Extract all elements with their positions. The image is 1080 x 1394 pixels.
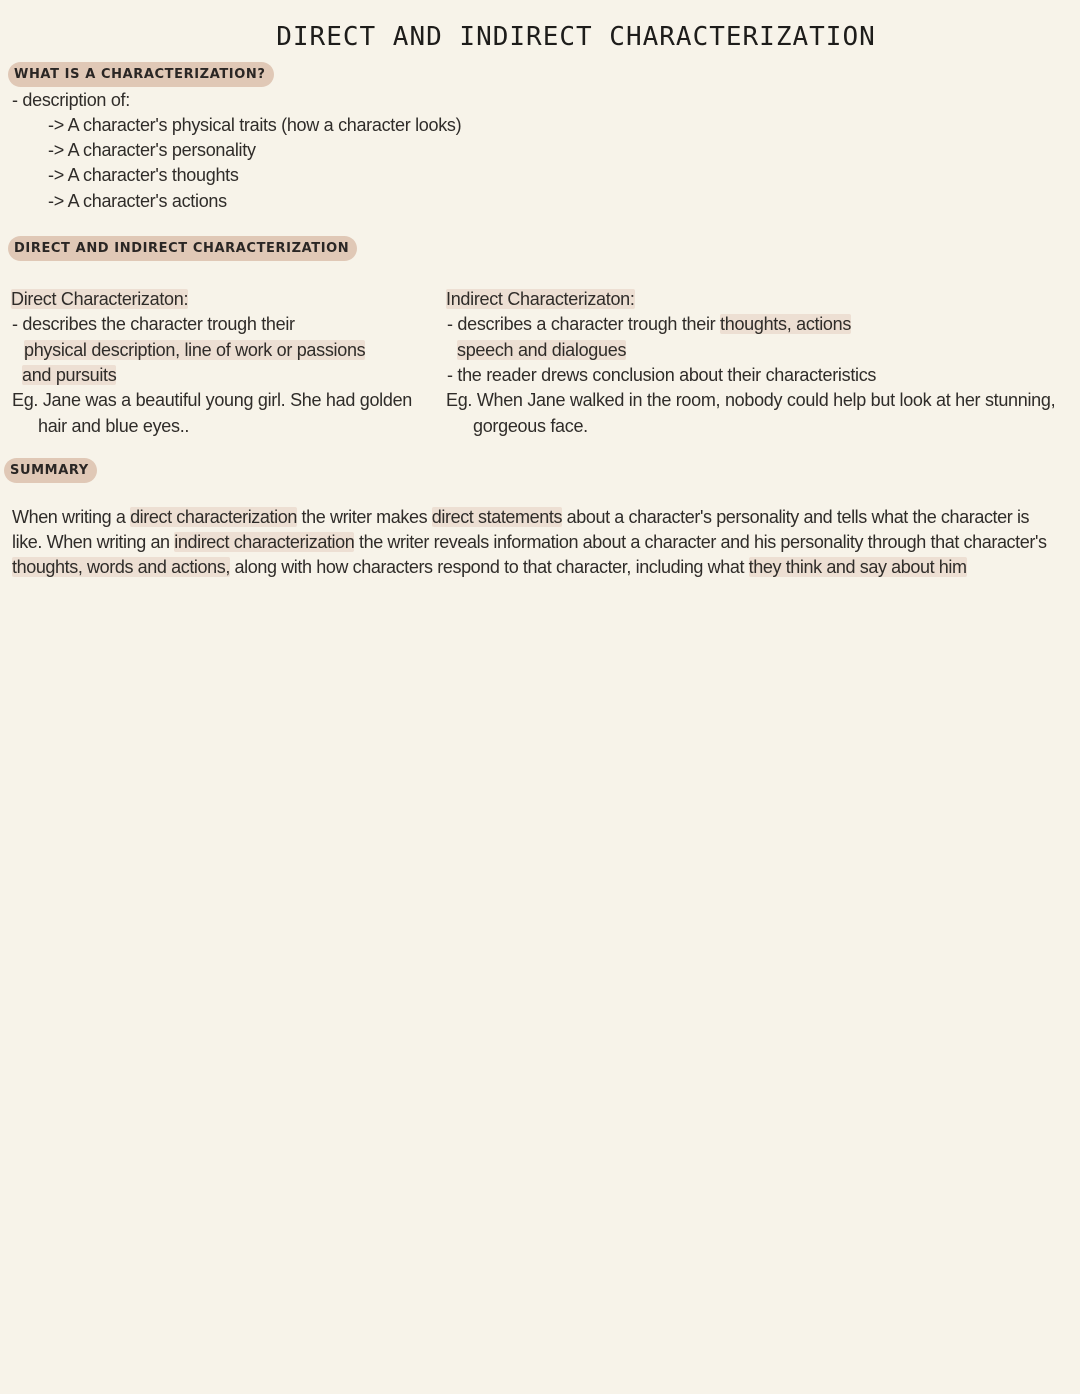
section-heading-summary: SUMMARY [4, 458, 97, 483]
indirect-example-2: gorgeous face. [473, 416, 588, 436]
list-item-actions: -> A character's actions [48, 191, 227, 211]
page-title: DIRECT AND INDIRECT CHARACTERIZATION [276, 22, 876, 52]
summary-paragraph [12, 505, 1062, 580]
direct-line-1: - describes the character trough their [12, 314, 295, 334]
section-heading-what-is: WHAT IS A CHARACTERIZATION? [8, 62, 274, 87]
direct-heading [11, 288, 188, 310]
indirect-heading [446, 288, 635, 310]
summary-text-3: about a character's personality and tells what the character is like. When writing an [12, 507, 1030, 552]
indirect-line-2-text: speech and dialogues [457, 340, 627, 360]
summary-highlight-thoughts-words-actions: thoughts, words and actions, [12, 557, 230, 577]
summary-text-4: the writer reveals information about a character and his personality through that character's [354, 532, 1047, 552]
direct-example-1: Eg. Jane was a beautiful young girl. She had golden [12, 390, 412, 410]
list-item-thoughts: -> A character's thoughts [48, 165, 239, 185]
list-item-personality: -> A character's personality [48, 140, 256, 160]
indirect-line-1 [447, 313, 851, 335]
section-heading-direct-indirect: DIRECT AND INDIRECT CHARACTERIZATION [8, 236, 357, 261]
indirect-line-1-highlight: thoughts, actions [720, 314, 852, 334]
summary-text-2: the writer makes [296, 507, 432, 527]
direct-example-2: hair and blue eyes.. [38, 416, 190, 436]
section1-intro: - description of: [12, 90, 130, 110]
summary-text-5: along with how characters respond to that character, including what [229, 557, 749, 577]
summary-highlight-direct-statements: direct statements [431, 507, 563, 527]
indirect-line-2 [457, 339, 626, 361]
summary-highlight-direct-characterization: direct characterization [130, 507, 297, 527]
summary-highlight-indirect-characterization: indirect characterization [174, 532, 355, 552]
direct-line-2 [24, 339, 365, 361]
indirect-heading-text: Indirect Characterizaton: [446, 289, 635, 309]
direct-line-2-text: physical description, line of work or passions [24, 340, 366, 360]
list-item-physical: -> A character's physical traits (how a character looks) [48, 115, 462, 135]
direct-heading-text: Direct Characterizaton: [11, 289, 189, 309]
indirect-line-3: - the reader drews conclusion about their characteristics [447, 365, 877, 385]
direct-line-3-text: and pursuits [22, 365, 117, 385]
indirect-line-1-text: - describes a character trough their [447, 314, 721, 334]
direct-line-3 [22, 364, 116, 386]
summary-text-1: When writing a [12, 507, 131, 527]
summary-highlight-think-and-say: they think and say about him [748, 557, 967, 577]
indirect-example-1: Eg. When Jane walked in the room, nobody could help but look at her stunning, [446, 390, 1056, 410]
